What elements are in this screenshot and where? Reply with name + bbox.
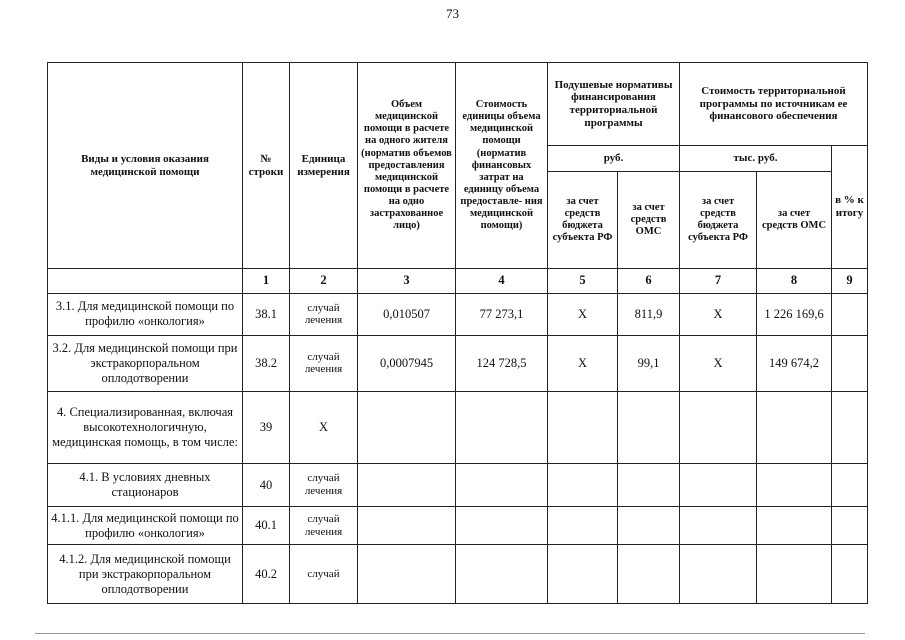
row-volume: [358, 545, 456, 604]
row-unit: случай лечения: [290, 293, 358, 335]
row-volume: [358, 391, 456, 464]
row-c9: [832, 506, 868, 544]
column-numbers-row: [48, 269, 868, 293]
row-name: 4. Специализированная, включая высокотехнологичную, медицинская помощь, в том числе:: [48, 391, 243, 464]
column-number: 8: [757, 269, 832, 293]
row-cost: [456, 464, 548, 506]
row-unit: случай лечения: [290, 464, 358, 506]
column-number: 7: [680, 269, 757, 293]
row-cost: 124 728,5: [456, 335, 548, 391]
row-c6: [618, 506, 680, 544]
row-cost: 77 273,1: [456, 293, 548, 335]
header-cost: Стоимость единицы объема медицинской помощи (норматив финансовых затрат на единицу объема предоставле- ния медицинской помощи): [456, 63, 548, 269]
row-c6: [618, 391, 680, 464]
header-oms-8: за счет средств ОМС: [757, 172, 832, 269]
row-c9: [832, 335, 868, 391]
row-unit: случай лечения: [290, 335, 358, 391]
row-number: 40.2: [243, 545, 290, 604]
row-c6: 99,1: [618, 335, 680, 391]
table-row: [48, 293, 868, 335]
header-volume: Объем медицинской помощи в расчете на одного жителя (норматив объемов предоставления медицинской помощи в расчете на одно застрахованное лицо): [358, 63, 456, 269]
table-row: [48, 335, 868, 391]
column-number: 1: [243, 269, 290, 293]
table-row: [48, 506, 868, 544]
row-unit: Х: [290, 391, 358, 464]
financing-table: [47, 62, 868, 604]
header-unit: Единица измерения: [290, 63, 358, 269]
row-c8: 149 674,2: [757, 335, 832, 391]
row-unit: случай лечения: [290, 506, 358, 544]
row-c8: [757, 391, 832, 464]
row-number: 40: [243, 464, 290, 506]
row-c9: [832, 545, 868, 604]
column-number: 3: [358, 269, 456, 293]
row-number: 38.1: [243, 293, 290, 335]
row-c7: Х: [680, 293, 757, 335]
table-row: [48, 464, 868, 506]
row-cost: [456, 391, 548, 464]
column-number: 4: [456, 269, 548, 293]
row-c6: 811,9: [618, 293, 680, 335]
row-c8: [757, 545, 832, 604]
row-volume: 0,010507: [358, 293, 456, 335]
row-number: 39: [243, 391, 290, 464]
row-c9: [832, 391, 868, 464]
row-c7: Х: [680, 335, 757, 391]
header-budget-5: за счет средств бюджета субъекта РФ: [548, 172, 618, 269]
row-c8: 1 226 169,6: [757, 293, 832, 335]
row-c7: [680, 391, 757, 464]
row-name: 4.1.1. Для медицинской помощи по профилю «онкология»: [48, 506, 243, 544]
row-c5: Х: [548, 335, 618, 391]
row-c5: [548, 506, 618, 544]
row-volume: [358, 506, 456, 544]
header-budget-7: за счет средств бюджета субъекта РФ: [680, 172, 757, 269]
row-name: 3.2. Для медицинской помощи при экстракорпоральном оплодотворении: [48, 335, 243, 391]
header-unit-rub: руб.: [548, 145, 680, 171]
column-number: [48, 269, 243, 293]
header-percent: в % к итогу: [832, 145, 868, 268]
row-c5: [548, 391, 618, 464]
header-row-no: № строки: [243, 63, 290, 269]
row-volume: 0,0007945: [358, 335, 456, 391]
column-number: 6: [618, 269, 680, 293]
table-row: [48, 391, 868, 464]
row-volume: [358, 464, 456, 506]
column-number: 2: [290, 269, 358, 293]
page-number: 73: [446, 6, 459, 21]
row-c5: [548, 545, 618, 604]
row-c6: [618, 545, 680, 604]
row-name: 3.1. Для медицинской помощи по профилю «онкология»: [48, 293, 243, 335]
row-c5: [548, 464, 618, 506]
header-sources: Стоимость территориальной программы по источникам ее финансового обеспечения: [680, 63, 868, 146]
row-name: 4.1.2. Для медицинской помощи при экстракорпоральном оплодотворении: [48, 545, 243, 604]
scan-edge-divider: [35, 633, 865, 634]
table-row: [48, 545, 868, 604]
header-oms-6: за счет средств ОМС: [618, 172, 680, 269]
row-c7: [680, 506, 757, 544]
row-number: 38.2: [243, 335, 290, 391]
row-c7: [680, 464, 757, 506]
header-types: Виды и условия оказания медицинской помощи: [48, 63, 243, 269]
column-number: 9: [832, 269, 868, 293]
row-c8: [757, 464, 832, 506]
row-c9: [832, 293, 868, 335]
row-name: 4.1. В условиях дневных стационаров: [48, 464, 243, 506]
row-cost: [456, 545, 548, 604]
row-unit: случай: [290, 545, 358, 604]
header-per-capita: Подушевые нормативы финансирования территориальной программы: [548, 63, 680, 146]
row-c5: Х: [548, 293, 618, 335]
row-c6: [618, 464, 680, 506]
row-c7: [680, 545, 757, 604]
header-unit-thousand-rub: тыс. руб.: [680, 145, 832, 171]
row-number: 40.1: [243, 506, 290, 544]
row-c9: [832, 464, 868, 506]
column-number: 5: [548, 269, 618, 293]
row-cost: [456, 506, 548, 544]
row-c8: [757, 506, 832, 544]
